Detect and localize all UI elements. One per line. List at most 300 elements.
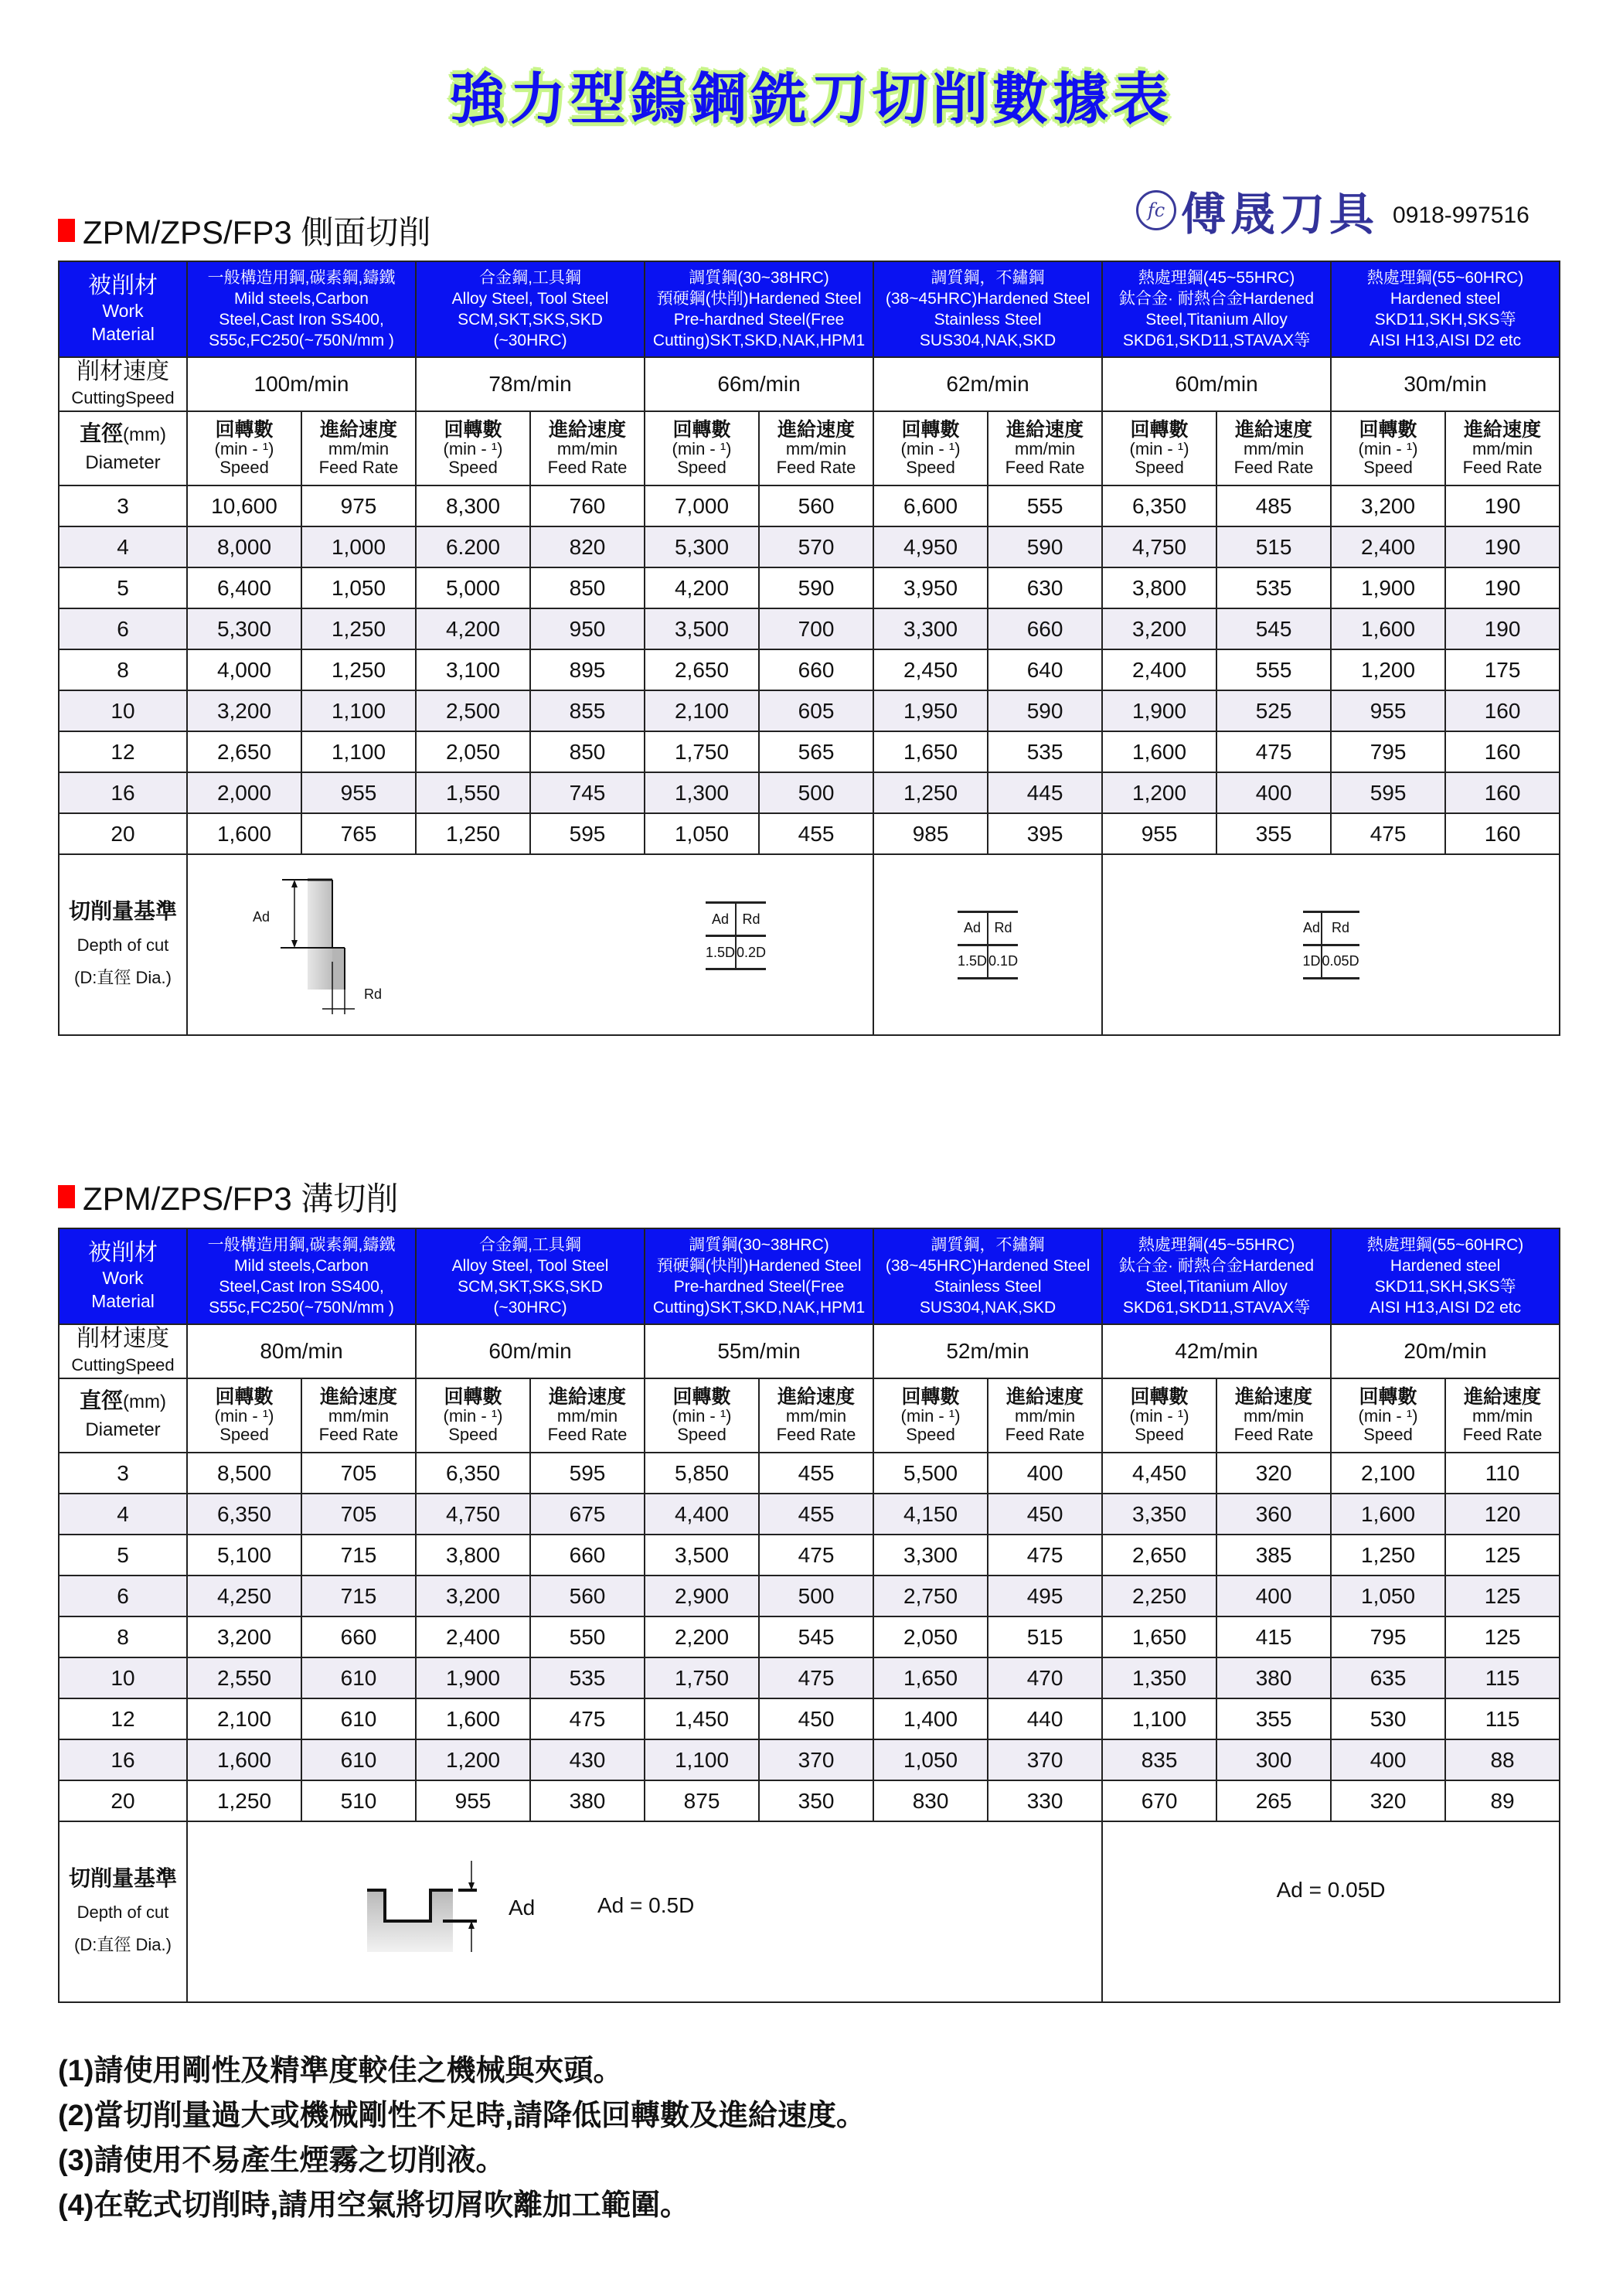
material-header-cell <box>873 1228 1102 1324</box>
feed-zh: 進給速度 <box>1006 418 1084 441</box>
depth-en: Depth of cut <box>77 935 169 955</box>
material-line: Cutting)SKT,SKD,NAK,HPM1 <box>652 1299 866 1317</box>
feed-cell: 370 <box>988 1739 1102 1780</box>
rpm-cell: 3,200 <box>416 1576 530 1616</box>
table-row <box>59 772 1560 813</box>
rpm-cell: 1,900 <box>416 1657 530 1698</box>
feed-cell: 660 <box>301 1616 416 1657</box>
rpm-cell: 2,100 <box>187 1698 301 1739</box>
rpm-cell: 1,650 <box>873 731 988 772</box>
section-title-text: ZPM/ZPS/FP3 側面切削 <box>83 214 431 250</box>
rpm-cell: 955 <box>416 1780 530 1821</box>
rpm-cell: 5,100 <box>187 1535 301 1576</box>
diameter-zh: 直徑 <box>80 421 124 445</box>
material-header-cell <box>1331 1228 1560 1324</box>
diameter-cell: 20 <box>59 1780 187 1821</box>
cutting-table-slot <box>58 1228 1560 2003</box>
rpm-zh: 回轉數 <box>901 1385 960 1408</box>
brand-name: 傅晟刀具 <box>1181 188 1380 240</box>
material-line: S55c,FC250(~750N/mm ) <box>209 332 394 349</box>
rpm-cell: 4,250 <box>187 1576 301 1616</box>
feed-zh: 進給速度 <box>1235 418 1313 441</box>
feed-cell: 88 <box>1445 1739 1560 1780</box>
feed-cell: 610 <box>301 1698 416 1739</box>
ratio-value-rd: 0.1D <box>988 945 1018 978</box>
feed-cell: 895 <box>530 649 645 690</box>
formula-ad-0.05d: Ad = 0.05D <box>1276 1878 1386 1902</box>
rpm-cell: 2,050 <box>873 1616 988 1657</box>
rpm-header <box>1102 411 1216 485</box>
material-header-cell <box>416 1228 645 1324</box>
material-line: 熱處理鋼(55~60HRC) <box>1366 269 1524 287</box>
feed-cell: 565 <box>759 731 873 772</box>
feed-cell: 1,250 <box>301 649 416 690</box>
rpm-cell: 4,200 <box>645 567 759 608</box>
material-line: (~30HRC) <box>493 332 567 349</box>
feed-unit: mm/min <box>1472 1405 1533 1426</box>
rpm-zh: 回轉數 <box>1359 418 1417 441</box>
feed-cell: 355 <box>1216 1698 1331 1739</box>
table-row <box>59 526 1560 567</box>
material-line: SCM,SKT,SKS,SKD <box>458 1278 603 1296</box>
rpm-en: Speed <box>448 457 498 477</box>
rpm-cell: 1,600 <box>187 813 301 854</box>
feed-cell: 515 <box>988 1616 1102 1657</box>
rpm-en: Speed <box>219 457 269 477</box>
rpm-header <box>1331 1378 1445 1453</box>
material-line: SKD11,SKH,SKS等 <box>1374 311 1516 329</box>
depth-of-cut-row <box>59 854 1560 1035</box>
feed-cell: 400 <box>988 1453 1102 1494</box>
feed-en: Feed Rate <box>1233 1424 1314 1444</box>
brand-phone: 0918-997516 <box>1393 203 1529 228</box>
rpm-cell: 3,800 <box>1102 567 1216 608</box>
feed-cell: 525 <box>1216 690 1331 731</box>
rpm-cell: 2,400 <box>416 1616 530 1657</box>
feed-cell: 1,000 <box>301 526 416 567</box>
ratio-header-rd: Rd <box>736 903 766 936</box>
rpm-cell: 2,650 <box>1102 1535 1216 1576</box>
rpm-cell: 2,400 <box>1102 649 1216 690</box>
material-line: 預硬鋼(快削)Hardened Steel <box>656 290 862 308</box>
feed-cell: 160 <box>1445 731 1560 772</box>
feed-cell: 1,100 <box>301 731 416 772</box>
feed-header <box>301 1378 416 1453</box>
column-subheader-row <box>59 411 1560 485</box>
feed-cell: 475 <box>1216 731 1331 772</box>
feed-cell: 370 <box>759 1739 873 1780</box>
feed-cell: 590 <box>988 690 1102 731</box>
rpm-cell: 795 <box>1331 731 1445 772</box>
feed-cell: 675 <box>530 1494 645 1535</box>
rpm-cell: 6,600 <box>873 485 988 526</box>
cutting-speed-zh: 削材速度 <box>77 1326 169 1351</box>
formula-ad-0.5d: Ad = 0.5D <box>597 1893 695 1917</box>
rpm-unit: (min - ¹) <box>672 1405 732 1426</box>
table-row <box>59 731 1560 772</box>
rpm-cell: 1,300 <box>645 772 759 813</box>
diameter-cell: 5 <box>59 1535 187 1576</box>
rpm-unit: (min - ¹) <box>1129 438 1189 458</box>
depth-of-cut-row <box>59 1821 1560 2002</box>
material-line: Steel,Titanium Alloy <box>1145 1278 1288 1296</box>
cutting-speed-value: 60m/min <box>1102 357 1331 411</box>
material-line: (38~45HRC)Hardened Steel <box>885 1257 1091 1275</box>
feed-cell: 470 <box>988 1657 1102 1698</box>
rpm-unit: (min - ¹) <box>214 1405 274 1426</box>
rpm-cell: 1,200 <box>1331 649 1445 690</box>
feed-cell: 125 <box>1445 1535 1560 1576</box>
feed-unit: mm/min <box>785 438 847 458</box>
rpm-en: Speed <box>1135 457 1184 477</box>
feed-cell: 660 <box>530 1535 645 1576</box>
feed-cell: 1,100 <box>301 690 416 731</box>
ratio-value-rd: 0.2D <box>736 936 766 969</box>
rpm-cell: 1,250 <box>873 772 988 813</box>
rpm-cell: 1,250 <box>416 813 530 854</box>
rpm-cell: 6.200 <box>416 526 530 567</box>
feed-cell: 760 <box>530 485 645 526</box>
table-row <box>59 1739 1560 1780</box>
rpm-cell: 1,450 <box>645 1698 759 1739</box>
feed-cell: 115 <box>1445 1698 1560 1739</box>
cutting-speed-row <box>59 1324 1560 1378</box>
rpm-cell: 1,200 <box>1102 772 1216 813</box>
feed-cell: 535 <box>1216 567 1331 608</box>
rpm-en: Speed <box>219 1424 269 1444</box>
rpm-header <box>645 411 759 485</box>
feed-cell: 430 <box>530 1739 645 1780</box>
material-line: 一般構造用鋼,碳素鋼,鑄鐵 <box>207 1236 396 1254</box>
feed-cell: 455 <box>759 1494 873 1535</box>
feed-unit: mm/min <box>1014 438 1076 458</box>
rpm-cell: 795 <box>1331 1616 1445 1657</box>
material-line: AISI H13,AISI D2 etc <box>1370 332 1522 349</box>
material-line: 調質鋼(30~38HRC) <box>689 269 829 287</box>
diameter-unit: (mm) <box>123 424 166 445</box>
rpm-zh: 回轉數 <box>1130 1385 1189 1408</box>
feed-cell: 120 <box>1445 1494 1560 1535</box>
depth-zh: 切削量基準 <box>68 1866 177 1890</box>
feed-unit: mm/min <box>1243 1405 1305 1426</box>
rpm-cell: 3,300 <box>873 608 988 649</box>
rpm-unit: (min - ¹) <box>443 1405 503 1426</box>
feed-cell: 455 <box>759 1453 873 1494</box>
feed-cell: 560 <box>530 1576 645 1616</box>
feed-cell: 115 <box>1445 1657 1560 1698</box>
material-header-row <box>59 1228 1560 1324</box>
cutting-speed-zh: 削材速度 <box>77 359 169 384</box>
note-item: (2)當切削量過大或機械剛性不足時,請降低回轉數及進給速度。 <box>58 2100 866 2132</box>
feed-cell: 630 <box>988 567 1102 608</box>
feed-en: Feed Rate <box>547 1424 628 1444</box>
feed-en: Feed Rate <box>1462 1424 1543 1444</box>
rpm-zh: 回轉數 <box>215 418 274 441</box>
rpm-cell: 985 <box>873 813 988 854</box>
cutting-speed-value: 60m/min <box>416 1324 645 1378</box>
feed-cell: 850 <box>530 567 645 608</box>
feed-cell: 475 <box>530 1698 645 1739</box>
red-square-marker-icon <box>58 219 75 242</box>
ratio-header-rd: Rd <box>1322 911 1359 945</box>
feed-zh: 進給速度 <box>777 1385 856 1408</box>
diameter-cell: 3 <box>59 1453 187 1494</box>
work-material-label <box>59 1228 187 1324</box>
depth-cell-side-c <box>1102 854 1560 1035</box>
rpm-cell: 10,600 <box>187 485 301 526</box>
feed-cell: 535 <box>530 1657 645 1698</box>
rpm-cell: 6,350 <box>1102 485 1216 526</box>
material-line: 調質鋼(30~38HRC) <box>689 1236 829 1254</box>
cutting-table-side <box>58 261 1560 1036</box>
feed-cell: 535 <box>988 731 1102 772</box>
rpm-zh: 回轉數 <box>901 418 960 441</box>
feed-header <box>1445 1378 1560 1453</box>
feed-header <box>530 1378 645 1453</box>
feed-cell: 715 <box>301 1576 416 1616</box>
material-line: 合金鋼,工具鋼 <box>479 1236 581 1254</box>
material-line: SCM,SKT,SKS,SKD <box>458 311 603 329</box>
feed-cell: 350 <box>759 1780 873 1821</box>
diagram-label-ad: Ad <box>253 909 270 925</box>
ratio-header-ad: Ad <box>1303 911 1322 945</box>
diameter-cell: 16 <box>59 772 187 813</box>
rpm-en: Speed <box>906 457 955 477</box>
rpm-cell: 6,400 <box>187 567 301 608</box>
feed-cell: 510 <box>301 1780 416 1821</box>
feed-header <box>988 1378 1102 1453</box>
feed-cell: 395 <box>988 813 1102 854</box>
depth-cell-slot-a <box>187 1821 1102 2002</box>
table-row <box>59 1657 1560 1698</box>
feed-cell: 595 <box>530 813 645 854</box>
feed-cell: 705 <box>301 1453 416 1494</box>
rpm-cell: 1,750 <box>645 731 759 772</box>
feed-cell: 500 <box>759 772 873 813</box>
material-line: SUS304,NAK,SKD <box>919 332 1056 349</box>
rpm-en: Speed <box>1135 1424 1184 1444</box>
feed-cell: 320 <box>1216 1453 1331 1494</box>
rpm-cell: 4,200 <box>416 608 530 649</box>
depth-ratio-box <box>706 901 766 970</box>
rpm-cell: 1,650 <box>873 1657 988 1698</box>
rpm-header <box>873 1378 988 1453</box>
rpm-en: Speed <box>906 1424 955 1444</box>
rpm-cell: 4,000 <box>187 649 301 690</box>
cutting-speed-en: CuttingSpeed <box>71 1355 175 1375</box>
feed-zh: 進給速度 <box>549 1385 627 1408</box>
material-header-cell <box>416 261 645 357</box>
rpm-unit: (min - ¹) <box>900 438 961 458</box>
feed-cell: 125 <box>1445 1576 1560 1616</box>
rpm-cell: 1,600 <box>1331 608 1445 649</box>
feed-cell: 190 <box>1445 608 1560 649</box>
rpm-cell: 5,300 <box>645 526 759 567</box>
feed-zh: 進給速度 <box>1464 418 1542 441</box>
ratio-value-ad: 1.5D <box>706 936 736 969</box>
work-material-label <box>59 261 187 357</box>
material-header-cell <box>187 1228 416 1324</box>
material-line: 調質鋼，不鏽鋼 <box>931 269 1045 287</box>
diameter-en: Diameter <box>85 452 161 473</box>
rpm-cell: 400 <box>1331 1739 1445 1780</box>
diameter-cell: 10 <box>59 1657 187 1698</box>
material-line: Mild steels,Carbon <box>234 290 369 308</box>
material-line: 熱處理鋼(55~60HRC) <box>1366 1236 1524 1254</box>
feed-header <box>1216 411 1331 485</box>
material-line: (38~45HRC)Hardened Steel <box>885 290 1091 308</box>
rpm-cell: 4,950 <box>873 526 988 567</box>
cutting-speed-value: 20m/min <box>1331 1324 1560 1378</box>
rpm-cell: 8,500 <box>187 1453 301 1494</box>
slot-cut-diagram-icon <box>366 1853 597 1984</box>
depth-note: (D:直徑 Dia.) <box>74 968 172 987</box>
material-line: 鈦合金· 耐熱合金Hardened <box>1119 290 1315 308</box>
feed-en: Feed Rate <box>1462 457 1543 477</box>
feed-unit: mm/min <box>1014 1405 1076 1426</box>
material-line: 調質鋼，不鏽鋼 <box>931 1236 1045 1254</box>
rpm-cell: 4,450 <box>1102 1453 1216 1494</box>
rpm-unit: (min - ¹) <box>443 438 503 458</box>
material-line: Pre-hardned Steel(Free <box>673 1278 845 1296</box>
table-row <box>59 1535 1560 1576</box>
feed-cell: 475 <box>759 1657 873 1698</box>
cutting-speed-label <box>59 357 187 411</box>
feed-cell: 455 <box>759 813 873 854</box>
rpm-cell: 3,500 <box>645 608 759 649</box>
material-line: Pre-hardned Steel(Free <box>673 311 845 329</box>
diameter-cell: 12 <box>59 1698 187 1739</box>
feed-zh: 進給速度 <box>320 418 398 441</box>
feed-cell: 385 <box>1216 1535 1331 1576</box>
material-line: 一般構造用鋼,碳素鋼,鑄鐵 <box>207 269 396 287</box>
rpm-cell: 6,350 <box>187 1494 301 1535</box>
section-title-text: ZPM/ZPS/FP3 溝切削 <box>83 1180 399 1217</box>
rpm-cell: 1,600 <box>187 1739 301 1780</box>
feed-cell: 975 <box>301 485 416 526</box>
rpm-en: Speed <box>1363 457 1413 477</box>
cutting-speed-value: 30m/min <box>1331 357 1560 411</box>
rpm-header <box>416 1378 530 1453</box>
feed-cell: 190 <box>1445 526 1560 567</box>
cutting-speed-value: 55m/min <box>645 1324 873 1378</box>
diameter-cell: 4 <box>59 526 187 567</box>
table-row <box>59 1576 1560 1616</box>
rpm-zh: 回轉數 <box>444 1385 502 1408</box>
material-line: 熱處理鋼(45~55HRC) <box>1138 1236 1295 1254</box>
feed-cell: 955 <box>301 772 416 813</box>
diameter-zh: 直徑 <box>80 1388 124 1412</box>
ratio-value-ad: 1D <box>1303 945 1322 978</box>
work-material-zh: 被削材 <box>88 273 158 298</box>
feed-cell: 475 <box>988 1535 1102 1576</box>
feed-en: Feed Rate <box>318 1424 399 1444</box>
material-header-cell <box>645 261 873 357</box>
feed-cell: 545 <box>759 1616 873 1657</box>
ratio-header-ad: Ad <box>706 903 736 936</box>
work-material-en: Material <box>91 1291 155 1311</box>
depth-of-cut-label <box>59 854 187 1035</box>
feed-cell: 495 <box>988 1576 1102 1616</box>
side-cut-diagram-icon <box>234 867 427 1022</box>
rpm-header <box>1102 1378 1216 1453</box>
feed-cell: 610 <box>301 1739 416 1780</box>
rpm-cell: 5,300 <box>187 608 301 649</box>
rpm-en: Speed <box>677 457 726 477</box>
rpm-cell: 1,200 <box>416 1739 530 1780</box>
rpm-cell: 6,350 <box>416 1453 530 1494</box>
rpm-cell: 3,200 <box>187 1616 301 1657</box>
rpm-cell: 830 <box>873 1780 988 1821</box>
diameter-cell: 4 <box>59 1494 187 1535</box>
feed-cell: 560 <box>759 485 873 526</box>
table-row <box>59 1780 1560 1821</box>
feed-en: Feed Rate <box>776 1424 856 1444</box>
feed-header <box>759 411 873 485</box>
rpm-cell: 2,900 <box>645 1576 759 1616</box>
feed-cell: 545 <box>1216 608 1331 649</box>
rpm-cell: 3,300 <box>873 1535 988 1576</box>
material-line: Stainless Steel <box>934 311 1042 329</box>
depth-ratio-box <box>1303 911 1359 979</box>
feed-en: Feed Rate <box>1233 457 1314 477</box>
rpm-cell: 4,750 <box>416 1494 530 1535</box>
rpm-zh: 回轉數 <box>1359 1385 1417 1408</box>
rpm-cell: 1,250 <box>1331 1535 1445 1576</box>
work-material-en: Work <box>102 1268 144 1288</box>
rpm-cell: 835 <box>1102 1739 1216 1780</box>
depth-en: Depth of cut <box>77 1903 169 1922</box>
rpm-cell: 1,250 <box>187 1780 301 1821</box>
feed-cell: 160 <box>1445 690 1560 731</box>
feed-cell: 660 <box>988 608 1102 649</box>
rpm-cell: 3,800 <box>416 1535 530 1576</box>
feed-cell: 450 <box>988 1494 1102 1535</box>
rpm-cell: 1,600 <box>1102 731 1216 772</box>
feed-cell: 590 <box>988 526 1102 567</box>
feed-cell: 765 <box>301 813 416 854</box>
material-header-cell <box>873 261 1102 357</box>
material-line: Hardened steel <box>1390 290 1501 308</box>
feed-cell: 89 <box>1445 1780 1560 1821</box>
depth-zh: 切削量基準 <box>68 899 177 923</box>
cutting-speed-value: 66m/min <box>645 357 873 411</box>
feed-cell: 820 <box>530 526 645 567</box>
cutting-speed-en: CuttingSpeed <box>71 388 175 407</box>
feed-cell: 660 <box>759 649 873 690</box>
feed-en: Feed Rate <box>547 457 628 477</box>
table-row <box>59 567 1560 608</box>
rpm-cell: 2,750 <box>873 1576 988 1616</box>
cutting-speed-label <box>59 1324 187 1378</box>
feed-header <box>301 411 416 485</box>
feed-cell: 715 <box>301 1535 416 1576</box>
rpm-cell: 2,400 <box>1331 526 1445 567</box>
rpm-en: Speed <box>1363 1424 1413 1444</box>
diameter-cell: 12 <box>59 731 187 772</box>
rpm-cell: 955 <box>1331 690 1445 731</box>
table-row <box>59 1616 1560 1657</box>
rpm-header <box>416 411 530 485</box>
feed-cell: 590 <box>759 567 873 608</box>
feed-cell: 485 <box>1216 485 1331 526</box>
notes <box>58 2049 866 2228</box>
brand <box>1136 178 1529 243</box>
feed-cell: 125 <box>1445 1616 1560 1657</box>
cutting-speed-value: 100m/min <box>187 357 416 411</box>
rpm-cell: 2,200 <box>645 1616 759 1657</box>
feed-cell: 950 <box>530 608 645 649</box>
